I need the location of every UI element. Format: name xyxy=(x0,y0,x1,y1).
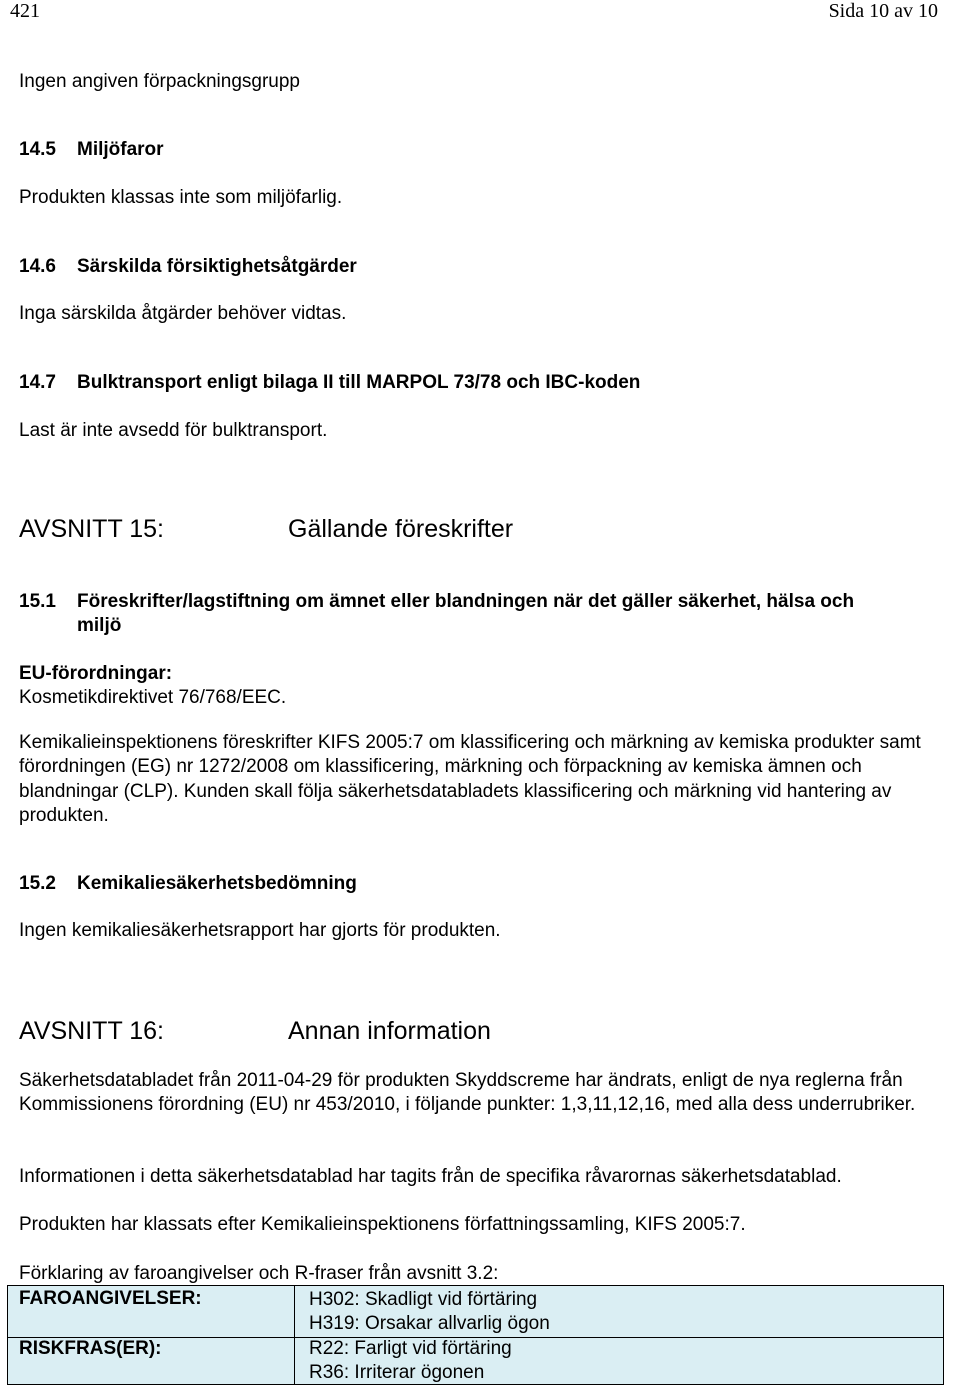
heading-15-1 xyxy=(19,590,854,614)
hazard-statement-h302: H302: Skadligt vid förtäring xyxy=(309,1289,538,1310)
heading-15-1-continued: miljö xyxy=(77,615,122,636)
heading-number: 14.5 xyxy=(19,139,56,160)
eu-regulations-label: EU-förordningar: xyxy=(19,663,173,684)
table-cell-label xyxy=(8,1286,295,1338)
section-15-title: Gällande föreskrifter xyxy=(288,515,514,543)
heading-title: Kemikaliesäkerhetsbedömning xyxy=(77,873,357,894)
heading-15-2 xyxy=(19,872,357,896)
table-cell-label xyxy=(8,1338,295,1384)
heading-number: 15.1 xyxy=(19,591,56,612)
revision-paragraph: Säkerhetsdatabladet från 2011-04-29 för produkten Skyddscreme har ändrats, enligt de nya reglerna från Kommissionens förordning (EU) nr 453/2010, i följande punkter: 1,3,11,12,16, med alla dess underrubriker. xyxy=(19,1070,916,1116)
heading-title: Bulktransport enligt bilaga II till MARPOL 73/78 och IBC-koden xyxy=(77,372,641,393)
page-indicator: Sida 10 av 10 xyxy=(828,0,938,22)
risk-phrases-label: RISKFRAS(ER): xyxy=(19,1338,162,1359)
heading-number: 14.6 xyxy=(19,256,56,277)
section-16-label: AVSNITT 16: xyxy=(19,1017,164,1045)
document-number: 421 xyxy=(10,0,40,22)
precautions-text: Inga särskilda åtgärder behöver vidtas. xyxy=(19,303,347,324)
classification-paragraph: Produkten har klassats efter Kemikalieinspektionens författningssamling, KIFS 2005:7. xyxy=(19,1214,746,1235)
heading-14-7 xyxy=(19,371,640,395)
packing-group-text: Ingen angiven förpackningsgrupp xyxy=(19,71,300,92)
source-paragraph: Informationen i detta säkerhetsdatablad har tagits från de specifika råvarornas säkerhetsdatablad. xyxy=(19,1166,842,1187)
risk-phrase-r36: R36: Irriterar ögonen xyxy=(309,1362,485,1383)
heading-title: Miljöfaror xyxy=(77,139,164,160)
heading-title: Föreskrifter/lagstiftning om ämnet eller blandningen när det gäller säkerhet, hälsa och xyxy=(77,591,855,612)
section-16-title: Annan information xyxy=(288,1017,491,1045)
heading-title: Särskilda försiktighetsåtgärder xyxy=(77,256,357,277)
hazard-phrases-table xyxy=(7,1285,944,1385)
table-cell-values xyxy=(295,1338,943,1384)
bulk-transport-text: Last är inte avsedd för bulktransport. xyxy=(19,420,328,441)
section-15-label: AVSNITT 15: xyxy=(19,515,164,543)
hazard-statement-h319: H319: Orsakar allvarlig ögon xyxy=(309,1313,550,1334)
kifs-paragraph: Kemikalieinspektionens föreskrifter KIFS 2005:7 om klassificering och märkning av kemiska produkter samt förordningen (EG) nr 1272/2008 om klassificering, märkning och förpackning av kemiska ämnen och blandningar (CLP). Kunden skall följa säkerhetsdatabladets klassificering och märkning vid hantering av produkten. xyxy=(19,732,921,826)
heading-14-6 xyxy=(19,255,357,279)
explanation-heading: Förklaring av faroangivelser och R-fraser från avsnitt 3.2: xyxy=(19,1263,499,1284)
safety-report-text: Ingen kemikaliesäkerhetsrapport har gjorts för produkten. xyxy=(19,920,501,941)
hazard-statements-label: FAROANGIVELSER: xyxy=(19,1288,202,1309)
heading-number: 15.2 xyxy=(19,873,56,894)
eu-regulations-text: Kosmetikdirektivet 76/768/EEC. xyxy=(19,687,287,708)
risk-phrase-r22: R22: Farligt vid förtäring xyxy=(309,1338,512,1359)
environment-hazard-text: Produkten klassas inte som miljöfarlig. xyxy=(19,187,343,208)
heading-number: 14.7 xyxy=(19,372,56,393)
heading-14-5 xyxy=(19,138,164,162)
table-cell-values xyxy=(295,1286,943,1338)
